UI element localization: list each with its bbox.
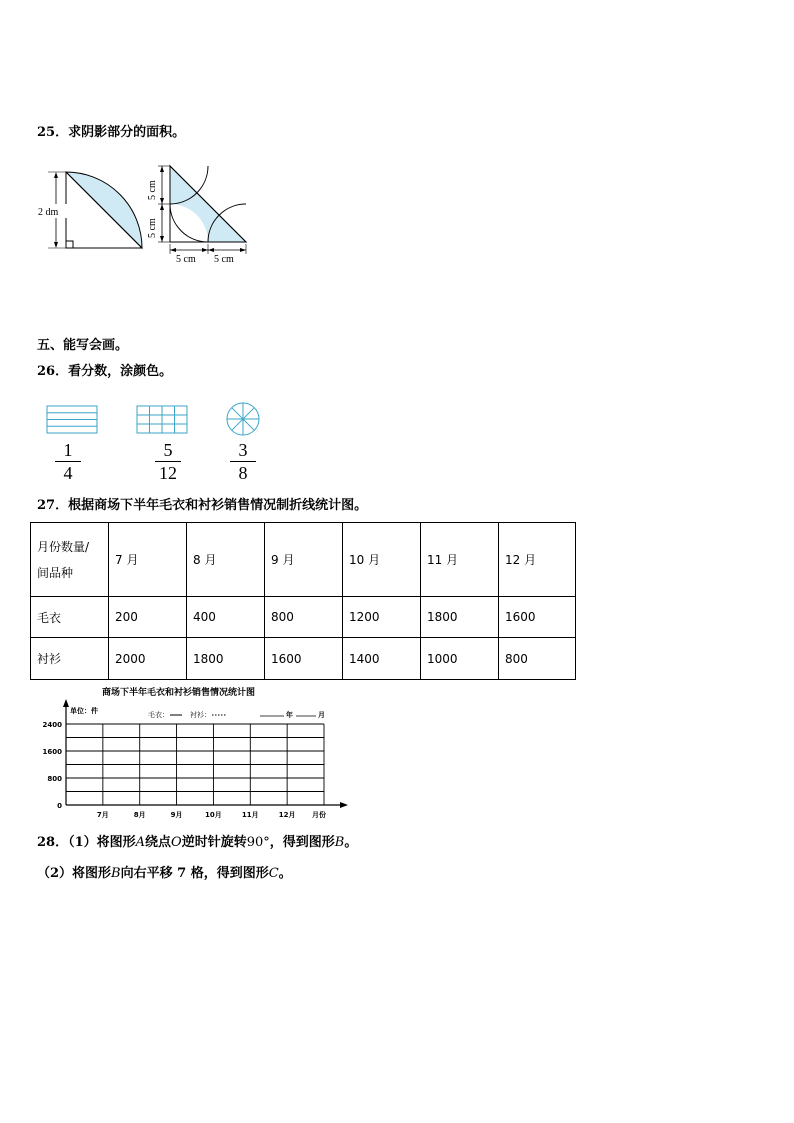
fraction-denominator: 12 — [159, 463, 177, 483]
row-label: 毛衣 — [31, 597, 109, 638]
x-tick-label: 12月 — [278, 811, 296, 819]
q25-diagram — [30, 158, 270, 268]
q27-blank-line-chart — [30, 684, 360, 820]
table-cell: 2000 — [109, 638, 187, 680]
q26-fraction-1 — [53, 440, 83, 483]
chart-title: 商场下半年毛衣和衬衫销售情况统计图 — [102, 688, 256, 698]
q26-shapes — [40, 400, 280, 440]
q26-rect-quarters — [47, 406, 97, 433]
table-cell: 1200 — [343, 597, 421, 638]
chart-unit: 单位：件 — [70, 707, 98, 715]
q25-right-hlabel-2: 5 cm — [214, 254, 234, 265]
date-year-label: 年 — [286, 711, 293, 719]
q28-text-part: 向右平移 7 格，得到图形 — [120, 866, 269, 881]
table-cell: 1600 — [265, 638, 343, 680]
month-header: 7 月 — [109, 523, 187, 597]
x-tick-label: 10月 — [205, 811, 222, 819]
corner-label-2: 间品种 — [37, 565, 74, 580]
table-cell: 1800 — [421, 597, 499, 638]
q28-line-2 — [37, 865, 292, 883]
shape-b-symbol: B — [334, 835, 345, 850]
x-axis-arrow — [340, 802, 348, 808]
section-5-heading: 五、能写会画。 — [37, 338, 129, 353]
shape-b-symbol: B — [111, 866, 121, 881]
month-header: 9 月 — [265, 523, 343, 597]
table-cell: 400 — [187, 597, 265, 638]
q25-left-figure — [36, 172, 142, 248]
q28-text-part: 。 — [278, 866, 292, 881]
x-axis-label: 月份 — [312, 811, 326, 819]
q28-text-part: （2）将图形 — [37, 866, 112, 881]
q25-left-label: 2 dm — [38, 207, 59, 218]
fraction-numerator: 1 — [63, 440, 73, 460]
table-cell: 1800 — [187, 638, 265, 680]
q28-text-part: 绕点 — [145, 835, 172, 850]
legend-shirt-label: 衬衫： — [190, 711, 211, 719]
date-month-label: 月 — [318, 711, 325, 719]
x-tick-label: 11月 — [241, 811, 259, 819]
x-tick-label: 9月 — [170, 811, 183, 819]
month-header: 8 月 — [187, 523, 265, 597]
q25-right-vlabel-1: 5 cm — [147, 180, 158, 200]
row-label: 衬衫 — [31, 638, 109, 680]
y-tick-label: 800 — [47, 775, 62, 783]
table-cell: 1600 — [499, 597, 576, 638]
shape-a-symbol: A — [135, 835, 146, 850]
x-tick-label: 8月 — [133, 811, 146, 819]
q25-right-hlabel-1: 5 cm — [176, 254, 196, 265]
x-tick-label: 7月 — [96, 811, 109, 819]
q26-fraction-2 — [153, 440, 183, 483]
fraction-numerator: 3 — [238, 440, 248, 460]
table-row — [31, 597, 576, 638]
table-cell: 200 — [109, 597, 187, 638]
month-header: 12 月 — [499, 523, 576, 597]
corner-label-1: 月份数量/ — [37, 539, 90, 554]
q26-circle-eighths — [227, 403, 259, 435]
q26-fraction-3 — [228, 440, 258, 483]
table-cell: 1400 — [343, 638, 421, 680]
q28-text-part: 。 — [344, 835, 358, 850]
table-cell: 800 — [265, 597, 343, 638]
y-tick-label: 0 — [57, 802, 62, 810]
q25-right-figure — [147, 166, 246, 265]
shape-c-symbol: C — [268, 866, 279, 881]
month-header: 11 月 — [421, 523, 499, 597]
q28-text-part: 28．（1）将图形 — [37, 835, 136, 850]
q27-text: 27．根据商场下半年毛衣和衬衫销售情况制折线统计图。 — [37, 498, 368, 513]
table-header-row — [31, 523, 576, 597]
table-cell: 800 — [499, 638, 576, 680]
y-axis-arrow — [63, 699, 69, 707]
q28-text-part: ，得到图形 — [269, 835, 335, 850]
table-cell: 1000 — [421, 638, 499, 680]
y-tick-label: 1600 — [42, 748, 62, 756]
table-row — [31, 638, 576, 680]
y-tick-label: 2400 — [42, 721, 62, 729]
q25-right-vlabel-2: 5 cm — [147, 218, 158, 238]
angle-value: 90° — [246, 835, 270, 850]
q25-text: 25．求阴影部分的面积。 — [37, 125, 186, 140]
legend-sweater-label: 毛衣： — [148, 711, 169, 719]
month-header: 10 月 — [343, 523, 421, 597]
q28-line-1 — [37, 834, 357, 852]
fraction-denominator: 4 — [63, 463, 73, 483]
fraction-denominator: 8 — [238, 463, 248, 483]
fraction-numerator: 5 — [163, 440, 173, 460]
point-o-symbol: O — [171, 835, 182, 850]
q28-text-part: 逆时针旋转 — [181, 835, 247, 850]
q27-sales-table — [30, 522, 576, 680]
table-corner-header — [31, 523, 109, 597]
q26-text: 26．看分数，涂颜色。 — [37, 364, 173, 379]
q26-rect-twelfths — [137, 406, 187, 433]
